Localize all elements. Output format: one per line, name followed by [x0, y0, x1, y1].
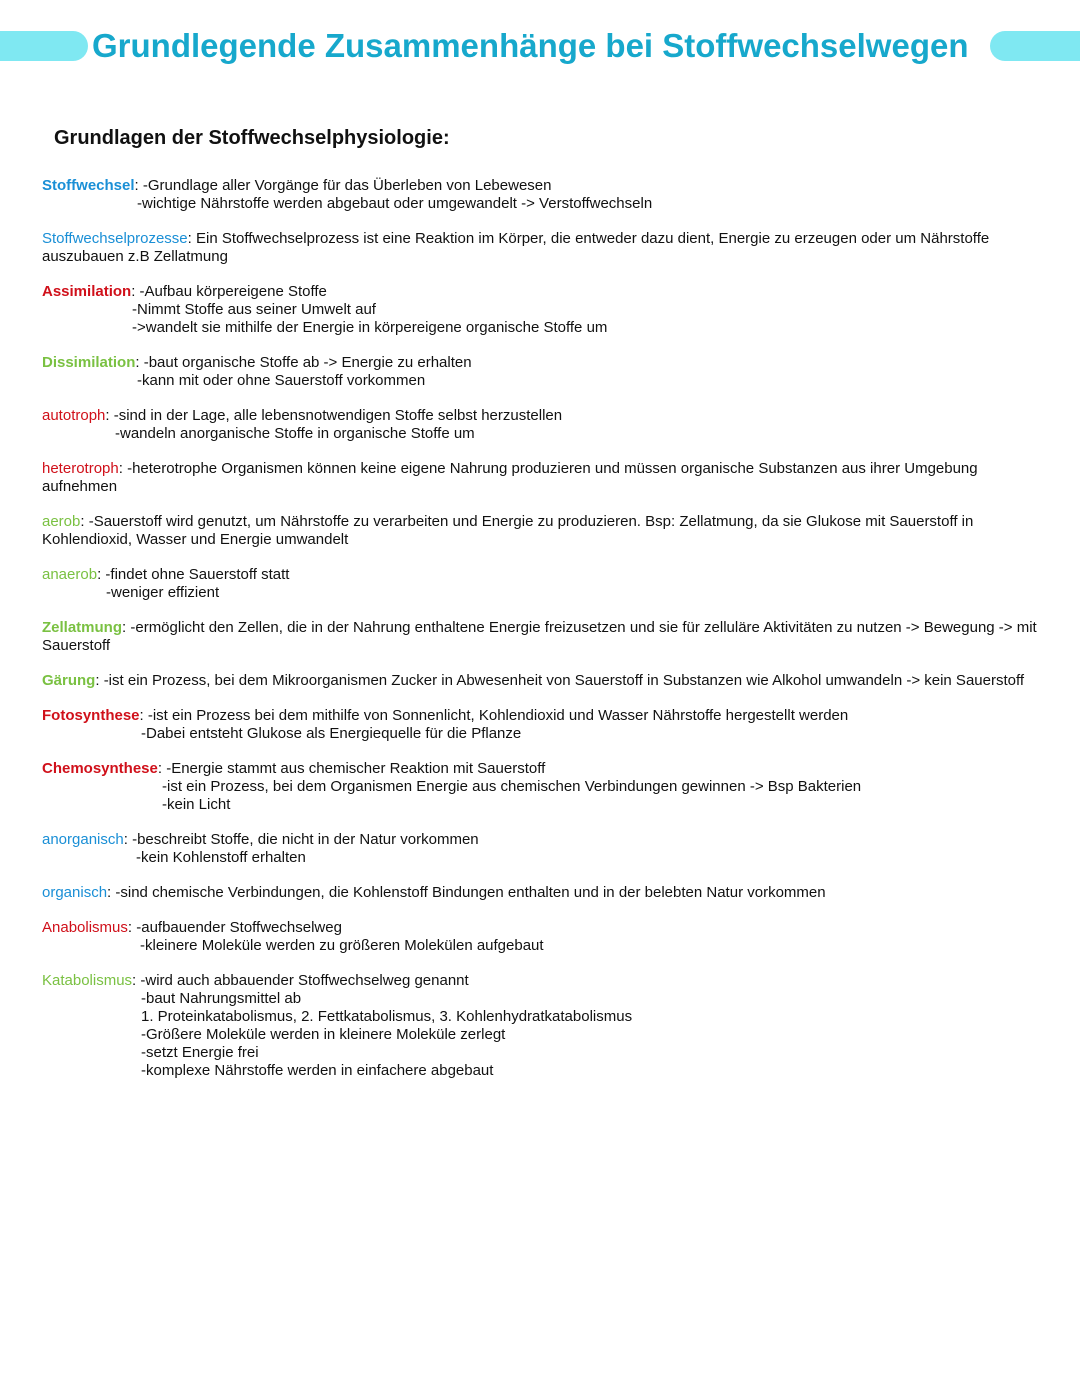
definition-term: Zellatmung	[42, 619, 123, 636]
definition-text: -sind in der Lage, alle lebensnotwendigen Stoffe selbst herzustellen	[113, 407, 563, 424]
definition-first-line: anorganisch: -beschreibt Stoffe, die nicht in der Natur vorkommen	[42, 831, 479, 848]
definition-text: -Nimmt Stoffe aus seiner Umwelt auf	[132, 301, 376, 318]
definition-line	[42, 796, 1042, 814]
definition-term: Chemosynthese	[42, 760, 158, 777]
definition-text: -findet ohne Sauerstoff statt	[105, 566, 290, 583]
definition-entry	[42, 354, 1042, 390]
definition-term: Fotosynthese	[42, 707, 140, 724]
definition-first-line: Anabolismus: -aufbauender Stoffwechselweg	[42, 919, 342, 936]
definition-term: Anabolismus	[42, 919, 128, 936]
definition-term: Assimilation	[42, 283, 132, 300]
definition-first-line: Dissimilation: -baut organische Stoffe ab -> Energie zu erhalten	[42, 354, 472, 371]
definition-text: -Grundlage aller Vorgänge für das Überleben von Lebewesen	[142, 177, 552, 194]
definition-line	[42, 937, 1042, 955]
definition-term: Gärung	[42, 672, 96, 689]
definition-entry	[42, 972, 1042, 1080]
definition-text: -setzt Energie frei	[141, 1044, 259, 1061]
definition-text: -Energie stammt aus chemischer Reaktion mit Sauerstoff	[166, 760, 546, 777]
title-banner-right	[990, 31, 1080, 61]
definition-text: -kein Licht	[162, 796, 231, 813]
definition-text: -baut Nahrungsmittel ab	[141, 990, 302, 1007]
definition-line	[42, 849, 1042, 867]
definition-entry	[42, 230, 1042, 266]
definition-term: Stoffwechselprozesse	[42, 230, 188, 247]
definition-first-line: Katabolismus: -wird auch abbauender Stoffwechselweg genannt	[42, 972, 469, 989]
definition-entry	[42, 566, 1042, 602]
definition-text: -ist ein Prozess, bei dem Mikroorganismen Zucker in Abwesenheit von Sauerstoff in Substanzen wie Alkohol umwandeln -> kein Sauerstoff	[103, 672, 1025, 689]
definition-term: organisch	[42, 884, 108, 901]
definition-first-line: Stoffwechsel: -Grundlage aller Vorgänge für das Überleben von Lebewesen	[42, 177, 552, 194]
definition-entry	[42, 283, 1042, 337]
definition-text: -kleinere Moleküle werden zu größeren Molekülen aufgebaut	[140, 937, 544, 954]
definition-line	[42, 372, 1042, 390]
definition-list	[42, 177, 1042, 1097]
definition-text: -ermöglicht den Zellen, die in der Nahrung enthaltene Energie freizusetzen und sie für zelluläre Aktivitäten zu nutzen -> Bewegung -> mit Sauerstoff	[42, 619, 1037, 654]
definition-text: -Dabei entsteht Glukose als Energiequelle für die Pflanze	[141, 725, 522, 742]
definition-line	[42, 1044, 1042, 1062]
definition-text: -kann mit oder ohne Sauerstoff vorkommen	[137, 372, 426, 389]
definition-text: -ist ein Prozess, bei dem Organismen Energie aus chemischen Verbindungen gewinnen -> Bsp Bakterien	[162, 778, 862, 795]
definition-text: -aufbauender Stoffwechselweg	[136, 919, 342, 936]
definition-text: -komplexe Nährstoffe werden in einfachere abgebaut	[141, 1062, 494, 1079]
definition-text: -wichtige Nährstoffe werden abgebaut oder umgewandelt -> Verstoffwechseln	[137, 195, 653, 212]
definition-text: 1. Proteinkatabolismus, 2. Fettkatabolismus, 3. Kohlenhydratkatabolismus	[141, 1008, 633, 1025]
definition-entry	[42, 407, 1042, 443]
definition-line	[42, 1062, 1042, 1080]
definition-line	[42, 425, 1042, 443]
definition-text: -sind chemische Verbindungen, die Kohlenstoff Bindungen enthalten und in der belebten Natur vorkommen	[115, 884, 826, 901]
definition-entry	[42, 177, 1042, 213]
definition-text: -weniger effizient	[106, 584, 220, 601]
definition-entry	[42, 919, 1042, 955]
definition-entry	[42, 707, 1042, 743]
definition-first-line: organisch: -sind chemische Verbindungen, die Kohlenstoff Bindungen enthalten und in der belebten Natur vorkommen	[42, 884, 826, 901]
definition-first-line: Fotosynthese: -ist ein Prozess bei dem mithilfe von Sonnenlicht, Kohlendioxid und Wasser Nährstoffe hergestellt werden	[42, 707, 849, 724]
definition-entry	[42, 619, 1042, 655]
definition-text: -ist ein Prozess bei dem mithilfe von Sonnenlicht, Kohlendioxid und Wasser Nährstoffe hergestellt werden	[147, 707, 849, 724]
definition-first-line: Assimilation: -Aufbau körpereigene Stoffe	[42, 283, 327, 300]
definition-entry	[42, 831, 1042, 867]
definition-text: Ein Stoffwechselprozess ist eine Reaktion im Körper, die entweder dazu dient, Energie zu erzeugen oder um Nährstoffe auszubauen z.B Zellatmung	[42, 230, 990, 265]
definition-text: ->wandelt sie mithilfe der Energie in körpereigene organische Stoffe um	[132, 319, 608, 336]
definition-entry	[42, 884, 1042, 902]
definition-text: -heterotrophe Organismen können keine eigene Nahrung produzieren und müssen organische Substanzen aus ihrer Umgebung aufnehmen	[42, 460, 978, 495]
definition-line	[42, 725, 1042, 743]
definition-term: anaerob	[42, 566, 98, 583]
definition-term: aerob	[42, 513, 81, 530]
title-banner-left	[0, 31, 88, 61]
definition-line	[42, 301, 1042, 319]
definition-first-line: Chemosynthese: -Energie stammt aus chemischer Reaktion mit Sauerstoff	[42, 760, 546, 777]
definition-text: -Sauerstoff wird genutzt, um Nährstoffe zu verarbeiten und Energie zu produzieren. Bsp: Zellatmung, da sie Glukose mit Sauerstoff in Kohlendioxid, Wasser und Energie umwandelt	[42, 513, 974, 548]
definition-first-line: heterotroph: -heterotrophe Organismen können keine eigene Nahrung produzieren und müssen organische Substanzen aus ihrer Umgebung aufnehmen	[42, 460, 978, 495]
definition-line	[42, 990, 1042, 1008]
definition-term: autotroph	[42, 407, 106, 424]
definition-text: -kein Kohlenstoff erhalten	[136, 849, 306, 866]
definition-first-line: anaerob: -findet ohne Sauerstoff statt	[42, 566, 290, 583]
definition-text: -wandeln anorganische Stoffe in organische Stoffe um	[115, 425, 475, 442]
definition-line	[42, 195, 1042, 213]
definition-text: -Größere Moleküle werden in kleinere Moleküle zerlegt	[141, 1026, 506, 1043]
definition-term: heterotroph	[42, 460, 119, 477]
definition-first-line: Zellatmung: -ermöglicht den Zellen, die in der Nahrung enthaltene Energie freizusetzen und sie für zelluläre Aktivitäten zu nutzen -> Bewegung -> mit Sauerstoff	[42, 619, 1037, 654]
definition-term: anorganisch	[42, 831, 124, 848]
definition-entry	[42, 672, 1042, 690]
definition-first-line: Stoffwechselprozesse: Ein Stoffwechselprozess ist eine Reaktion im Körper, die entweder dazu dient, Energie zu erzeugen oder um Nährstoffe auszubauen z.B Zellatmung	[42, 230, 990, 265]
definition-term: Stoffwechsel	[42, 177, 135, 194]
definition-text: -beschreibt Stoffe, die nicht in der Natur vorkommen	[132, 831, 479, 848]
definition-line	[42, 1008, 1042, 1026]
definition-first-line: aerob: -Sauerstoff wird genutzt, um Nährstoffe zu verarbeiten und Energie zu produzieren. Bsp: Zellatmung, da sie Glukose mit Sauerstoff in Kohlendioxid, Wasser und Energie umwandelt	[42, 513, 974, 548]
definition-entry	[42, 760, 1042, 814]
definition-line	[42, 1026, 1042, 1044]
definition-text: -wird auch abbauender Stoffwechselweg genannt	[140, 972, 469, 989]
definition-text: -baut organische Stoffe ab -> Energie zu erhalten	[143, 354, 472, 371]
definition-first-line: Gärung: -ist ein Prozess, bei dem Mikroorganismen Zucker in Abwesenheit von Sauerstoff in Substanzen wie Alkohol umwandeln -> kein Sauerstoff	[42, 672, 1025, 689]
page-title: Grundlegende Zusammenhänge bei Stoffwechselwegen	[92, 27, 969, 64]
definition-entry	[42, 513, 1042, 549]
definition-entry	[42, 460, 1042, 496]
definition-line	[42, 584, 1042, 602]
definition-first-line: autotroph: -sind in der Lage, alle lebensnotwendigen Stoffe selbst herzustellen	[42, 407, 563, 424]
definition-term: Katabolismus	[42, 972, 133, 989]
definition-text: -Aufbau körpereigene Stoffe	[139, 283, 327, 300]
definition-term: Dissimilation	[42, 354, 136, 371]
section-subtitle: Grundlagen der Stoffwechselphysiologie:	[54, 127, 450, 149]
definition-line	[42, 319, 1042, 337]
definition-line	[42, 778, 1042, 796]
